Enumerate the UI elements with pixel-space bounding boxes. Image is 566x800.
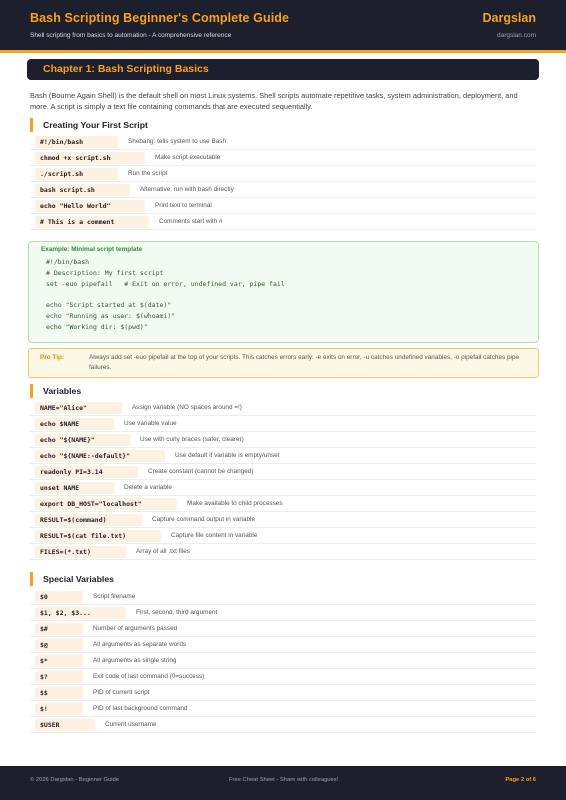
pro-tip-text: Always add set -euo pipefail at the top of your scripts. This catches errors early: -e exits on error, -u catches undefined variables, -o pipefail catches pipe failures. <box>89 354 520 371</box>
table-row <box>30 653 536 669</box>
footer-copyright: © 2026 Dargslan - Beginner Guide <box>30 777 120 783</box>
header-accent-stripe <box>0 50 566 53</box>
command-code: export DB_HOST="localhost" <box>35 498 177 510</box>
command-code: $? <box>35 671 83 683</box>
command-description: Delete a variable <box>124 484 172 491</box>
command-description: Current username <box>105 721 157 728</box>
command-description: First, second, third argument <box>136 609 218 616</box>
command-code: #!/bin/bash <box>35 136 118 148</box>
command-description: Exit code of last command (0=success) <box>93 673 205 680</box>
command-description: Use variable value <box>124 420 177 427</box>
command-code: ./script.sh <box>35 168 118 180</box>
command-code: bash script.sh <box>35 184 130 196</box>
command-code: $1, $2, $3... <box>35 607 126 619</box>
command-code: NAME="Alice" <box>35 402 122 414</box>
table-row <box>30 432 536 448</box>
brand-site: dargslan.com <box>496 32 536 39</box>
example-code: #!/bin/bash # Description: My first script set -euo pipefail # Exit on error, undefined var, pipe fail echo "Script started at $(date)" echo "Running as user: $(whoami)" echo "Working dir: $(pwd)" <box>46 258 285 331</box>
chapter-title: Chapter 1: Bash Scripting Basics <box>43 63 209 75</box>
table-row <box>30 150 536 166</box>
command-code: echo "${NAME:-default}" <box>35 450 165 462</box>
command-code: $USER <box>35 719 95 731</box>
command-code: $@ <box>35 639 83 651</box>
example-box <box>28 241 539 343</box>
table-row <box>30 400 536 416</box>
command-code: RESULT=$(cat file.txt) <box>35 530 161 542</box>
command-code: readonly PI=3.14 <box>35 466 138 478</box>
section-heading-first-script: Creating Your First Script <box>30 118 148 132</box>
command-code: RESULT=$(command) <box>35 514 142 526</box>
document-subtitle: Shell scripting from basics to automation - A comprehensive reference <box>30 32 232 39</box>
command-code: echo $NAME <box>35 418 114 430</box>
table-row <box>30 669 536 685</box>
command-description: Assign variable (NO spaces around =!) <box>132 404 242 411</box>
command-description: Comments start with # <box>159 218 223 225</box>
table-row <box>30 198 536 214</box>
command-code: $$ <box>35 687 83 699</box>
command-code: $* <box>35 655 83 667</box>
command-description: Alternative: run with bash directly <box>140 186 234 193</box>
table-row <box>30 464 536 480</box>
command-code: FILES=(*.txt) <box>35 546 126 558</box>
command-description: PID of last background command <box>93 705 188 712</box>
command-code: # This is a comment <box>35 216 149 228</box>
command-description: Use with curly braces (safer, clearer) <box>140 436 244 443</box>
pro-tip-box <box>28 348 539 378</box>
table-row <box>30 416 536 432</box>
command-code: unset NAME <box>35 482 114 494</box>
table-row <box>30 701 536 717</box>
command-code: echo "${NAME}" <box>35 434 130 446</box>
table-row <box>30 544 536 560</box>
command-code: chmod +x script.sh <box>35 152 145 164</box>
brand-name: Dargslan <box>482 11 536 25</box>
table-row <box>30 621 536 637</box>
command-description: Make script executable <box>155 154 221 161</box>
table-row <box>30 528 536 544</box>
table-row <box>30 605 536 621</box>
table-row <box>30 496 536 512</box>
section-heading-variables: Variables <box>30 384 81 398</box>
table-row <box>30 214 536 230</box>
command-description: PID of current script <box>93 689 150 696</box>
table-row <box>30 448 536 464</box>
command-description: Print text to terminal <box>155 202 212 209</box>
command-description: Script filename <box>93 593 136 600</box>
table-row <box>30 717 536 733</box>
command-description: Capture command output in variable <box>152 516 256 523</box>
command-description: Shebang: tells system to use Bash <box>128 138 227 145</box>
table-row <box>30 512 536 528</box>
command-code: echo "Hello World" <box>35 200 145 212</box>
command-description: All arguments as single string <box>93 657 177 664</box>
command-description: Number of arguments passed <box>93 625 178 632</box>
table-row <box>30 637 536 653</box>
pro-tip-label: Pro Tip: <box>40 354 65 361</box>
footer-page-number: Page 2 of 6 <box>505 777 536 783</box>
command-code: $! <box>35 703 83 715</box>
command-description: Run the script <box>128 170 168 177</box>
command-code: $0 <box>35 591 83 603</box>
command-description: Make available to child processes <box>187 500 283 507</box>
intro-paragraph: Bash (Bourne Again Shell) is the default shell on most Linux systems. Shell scripts automate repetitive tasks, system administration, deployment, and more. A script is simply a text file containing commands that are executed sequentially. <box>30 91 518 111</box>
footer-share-note: Free Cheat Sheet - Share with colleagues! <box>229 777 339 783</box>
page-footer <box>0 766 566 800</box>
table-row <box>30 134 536 150</box>
command-description: All arguments as separate words <box>93 641 187 648</box>
example-title: Example: Minimal script template <box>41 246 143 253</box>
table-row <box>30 589 536 605</box>
table-row <box>30 480 536 496</box>
section-heading-special-variables: Special Variables <box>30 572 114 586</box>
command-code: $# <box>35 623 83 635</box>
document-title: Bash Scripting Beginner's Complete Guide <box>30 11 290 25</box>
table-row <box>30 182 536 198</box>
command-description: Array of all .txt files <box>136 548 190 555</box>
table-row <box>30 166 536 182</box>
chapter-banner <box>27 59 539 80</box>
page-header <box>0 0 566 50</box>
command-description: Use default if variable is empty/unset <box>175 452 280 459</box>
command-description: Create constant (cannot be changed) <box>148 468 254 475</box>
command-description: Capture file content in variable <box>171 532 258 539</box>
table-row <box>30 685 536 701</box>
